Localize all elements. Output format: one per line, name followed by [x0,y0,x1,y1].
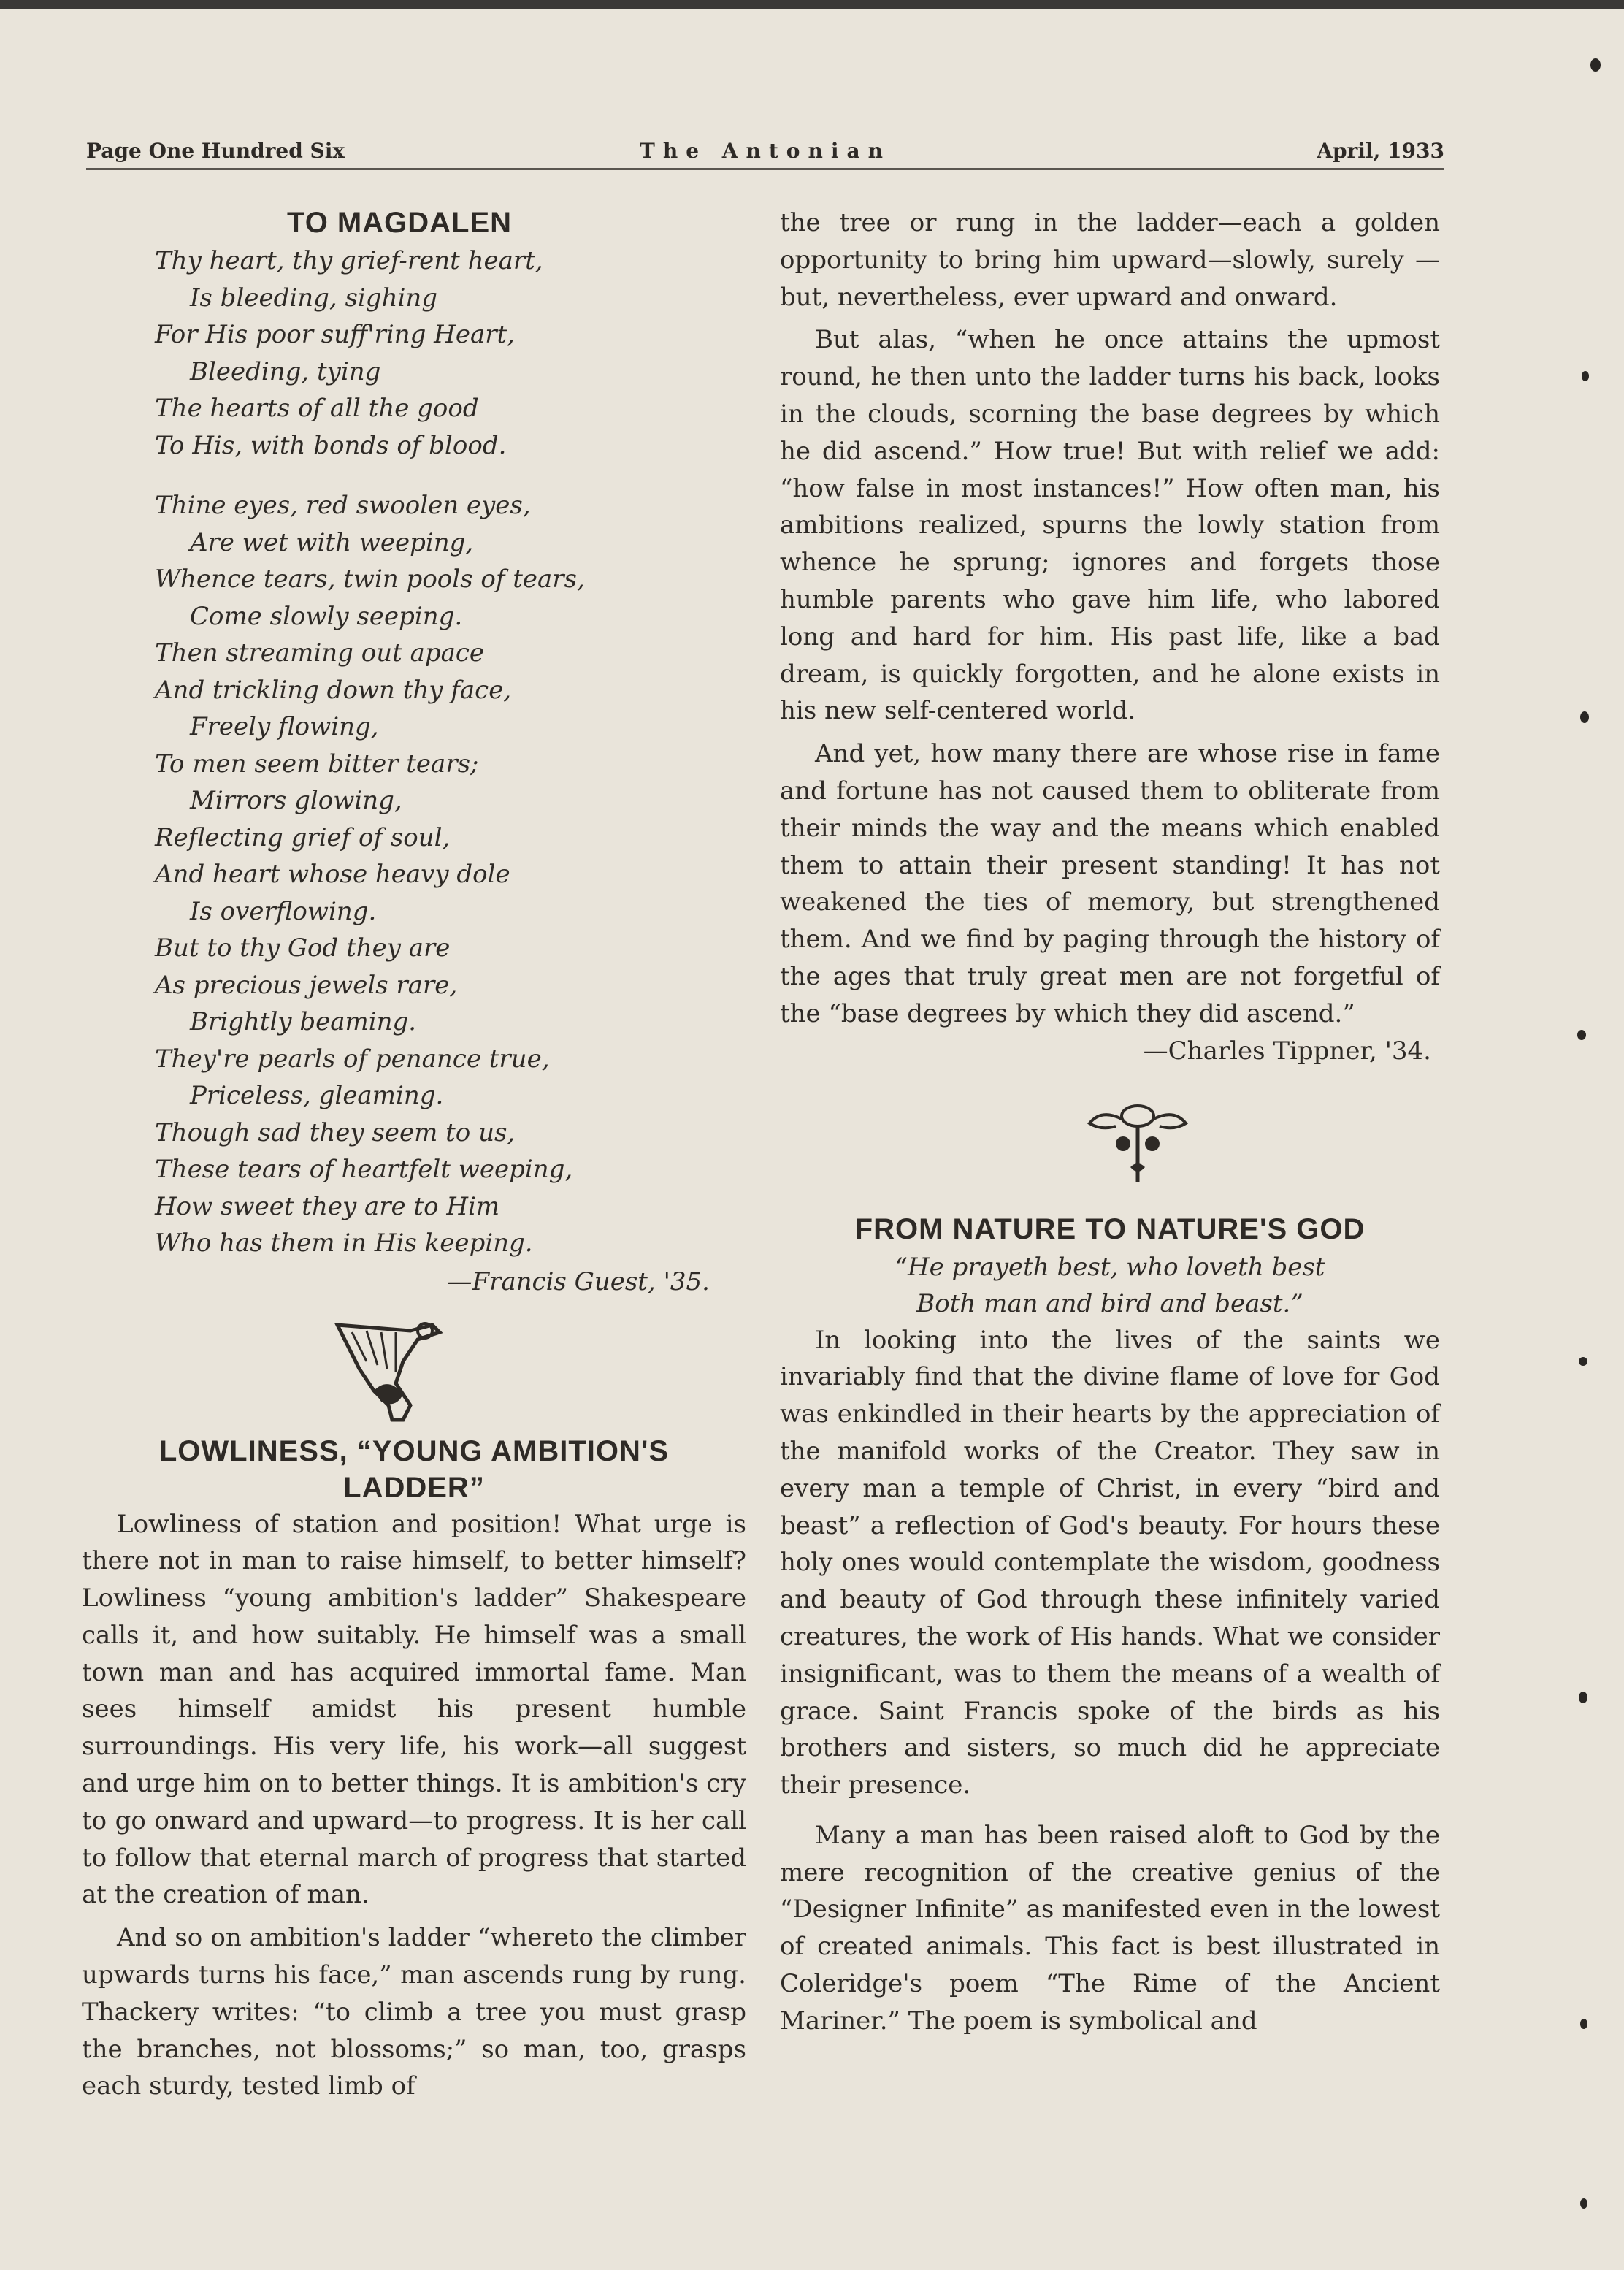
running-header [86,136,1444,170]
poem-line: Is bleeding, sighing [190,283,438,313]
poem-line: Come slowly seeping. [190,601,463,631]
poem-line: The hearts of all the good [155,394,479,423]
margin-speck [1580,2198,1587,2209]
page-top-edge [0,0,1624,9]
essay1-title-line2: LADDER” [343,1471,485,1504]
poem-line: These tears of heartfelt weeping, [155,1155,573,1184]
poem-line: They're pearls of penance true, [155,1044,550,1074]
poem-line: For His poor suff'ring Heart, [155,320,515,349]
right-column [780,205,1440,2040]
poem-line: And heart whose heavy dole [155,860,510,889]
essay2-paragraph: Many a man has been raised aloft to God by the mere recognition of the creative genius of the “Designer Infinite” as manifested even in the lowest of created animals. This fact is best illustrated in Coleridge's poem “The Rime of the Ancient Mariner.” The poem is symbolical and [780,1820,1440,2036]
poem-line: Brightly beaming. [190,1007,417,1036]
poem-line: Priceless, gleaming. [190,1081,444,1110]
essay1-paragraph: And yet, how many there are whose rise in fame and fortune has not caused them to obliterate from their minds the way and the means which enabled them to attain their present standing! It has not weakened the ties of memory, but strengthened them. And we find by paging through the history of the ages that truly great men are not forgetful of the “base degrees by which they did ascend.” [780,739,1440,1028]
poem-line: Thy heart, thy grief-rent heart, [155,246,543,275]
poem-line: Bleeding, tying [190,356,381,386]
poem-line: Thine eyes, red swoolen eyes, [155,491,531,520]
issue-date: April, 1933 [1317,139,1444,163]
poem-line: To men seem bitter tears; [155,749,479,779]
lyre-bird-ornament-icon [323,1310,461,1427]
margin-speck [1580,711,1589,723]
poem-line: Though sad they seem to us, [155,1117,516,1147]
margin-speck [1590,58,1601,72]
margin-speck [1582,371,1589,381]
essay2-epigraph-line1: “He prayeth best, who loveth best [895,1252,1325,1282]
poem-line: Freely flowing, [190,712,379,741]
poem-line: Reflecting grief of soul, [155,822,451,852]
margin-speck [1579,1357,1587,1366]
poem-line: How sweet they are to Him [155,1191,500,1221]
poem-line: Are wet with weeping, [190,527,474,557]
essay1-paragraph: And so on ambition's ladder “whereto the climber upwards turns his face,” man ascends rung by rung. Thackery writes: “to climb a tree you must grasp the branches, not blossoms;” so man, too, grasps each sturdy, tested limb of [82,1923,746,2101]
poem-title: TO MAGDALEN [286,207,513,239]
page-number: Page One Hundred Six [86,139,345,163]
essay2-title: FROM NATURE TO NATURE'S GOD [854,1212,1366,1245]
essay1-paragraph-continued: the tree or rung in the ladder—each a golden opportunity to bring him upward—slowly, surely —but, nevertheless, ever upward and onward. [780,208,1440,312]
poem-line: Then streaming out apace [155,638,485,668]
essay2-paragraph: In looking into the lives of the saints we invariably find that the divine flame of love for God was enkindled in their hearts by the appreciation of the manifold works of the Creator. They saw in every man a temple of Christ, in every “bird and beast” a reflection of God's beauty. For hours these holy ones would contemplate the wisdom, goodness and beauty of God through these infinitely varied creatures, the work of His hands. What we consider insignificant, was to them the means of a wealth of grace. Saint Francis spoke of the birds as his brothers and sisters, so much did he appreciate their presence. [780,1325,1440,1800]
poem-line: Who has them in His keeping. [155,1228,533,1258]
essay1-signature: —Charles Tippner, '34. [1143,1036,1431,1066]
poem-line: Is overflowing. [190,896,377,926]
margin-speck [1580,2019,1587,2029]
poem-line: To His, with bonds of blood. [155,430,507,460]
margin-speck [1577,1030,1586,1040]
poem-line: But to thy God they are [155,933,451,963]
left-column [82,205,746,2105]
poem-line: Whence tears, twin pools of tears, [155,565,585,594]
essay1-paragraph: Lowliness of station and position! What urge is there not in man to raise himself, to better himself? Lowliness “young ambition's ladder” Shakespeare calls it, and how suitably. He himself was a small town man and has acquired immortal fame. Man sees himself amidst his present humble surroundings. His very life, his work—all suggest and urge him on to better things. It is ambition's cry to go onward and upward—to progress. It is her call to follow that eternal march of progress that started at the creation of man. [82,1509,746,1910]
publication-title: The Antonian [640,139,891,163]
floral-ornament-icon [1079,1094,1196,1189]
poem-line: Mirrors glowing, [190,786,402,815]
margin-speck [1579,1692,1587,1703]
essay1-title-line1: LOWLINESS, “YOUNG AMBITION'S [158,1434,670,1467]
poem-line: As precious jewels rare, [155,970,458,1000]
essay2-epigraph-line2: Both man and bird and beast.” [916,1288,1303,1318]
poem-signature: —Francis Guest, '35. [447,1266,710,1296]
poem-lines [155,242,746,1262]
poem-line: And trickling down thy face, [155,675,512,705]
essay1-paragraph: But alas, “when he once attains the upmost round, he then unto the ladder turns his back, looks in the clouds, scorning the base degrees by which he did ascend.” How true! But with relief we add: “how false in most instances!” How often man, his ambitions realized, spurns the lowly station from whence he sprung; ignores and forgets those humble parents who gave him life, who labored long and hard for him. His past life, like a bad dream, is quickly forgotten, and he alone exists in his new self-centered world. [780,325,1440,726]
